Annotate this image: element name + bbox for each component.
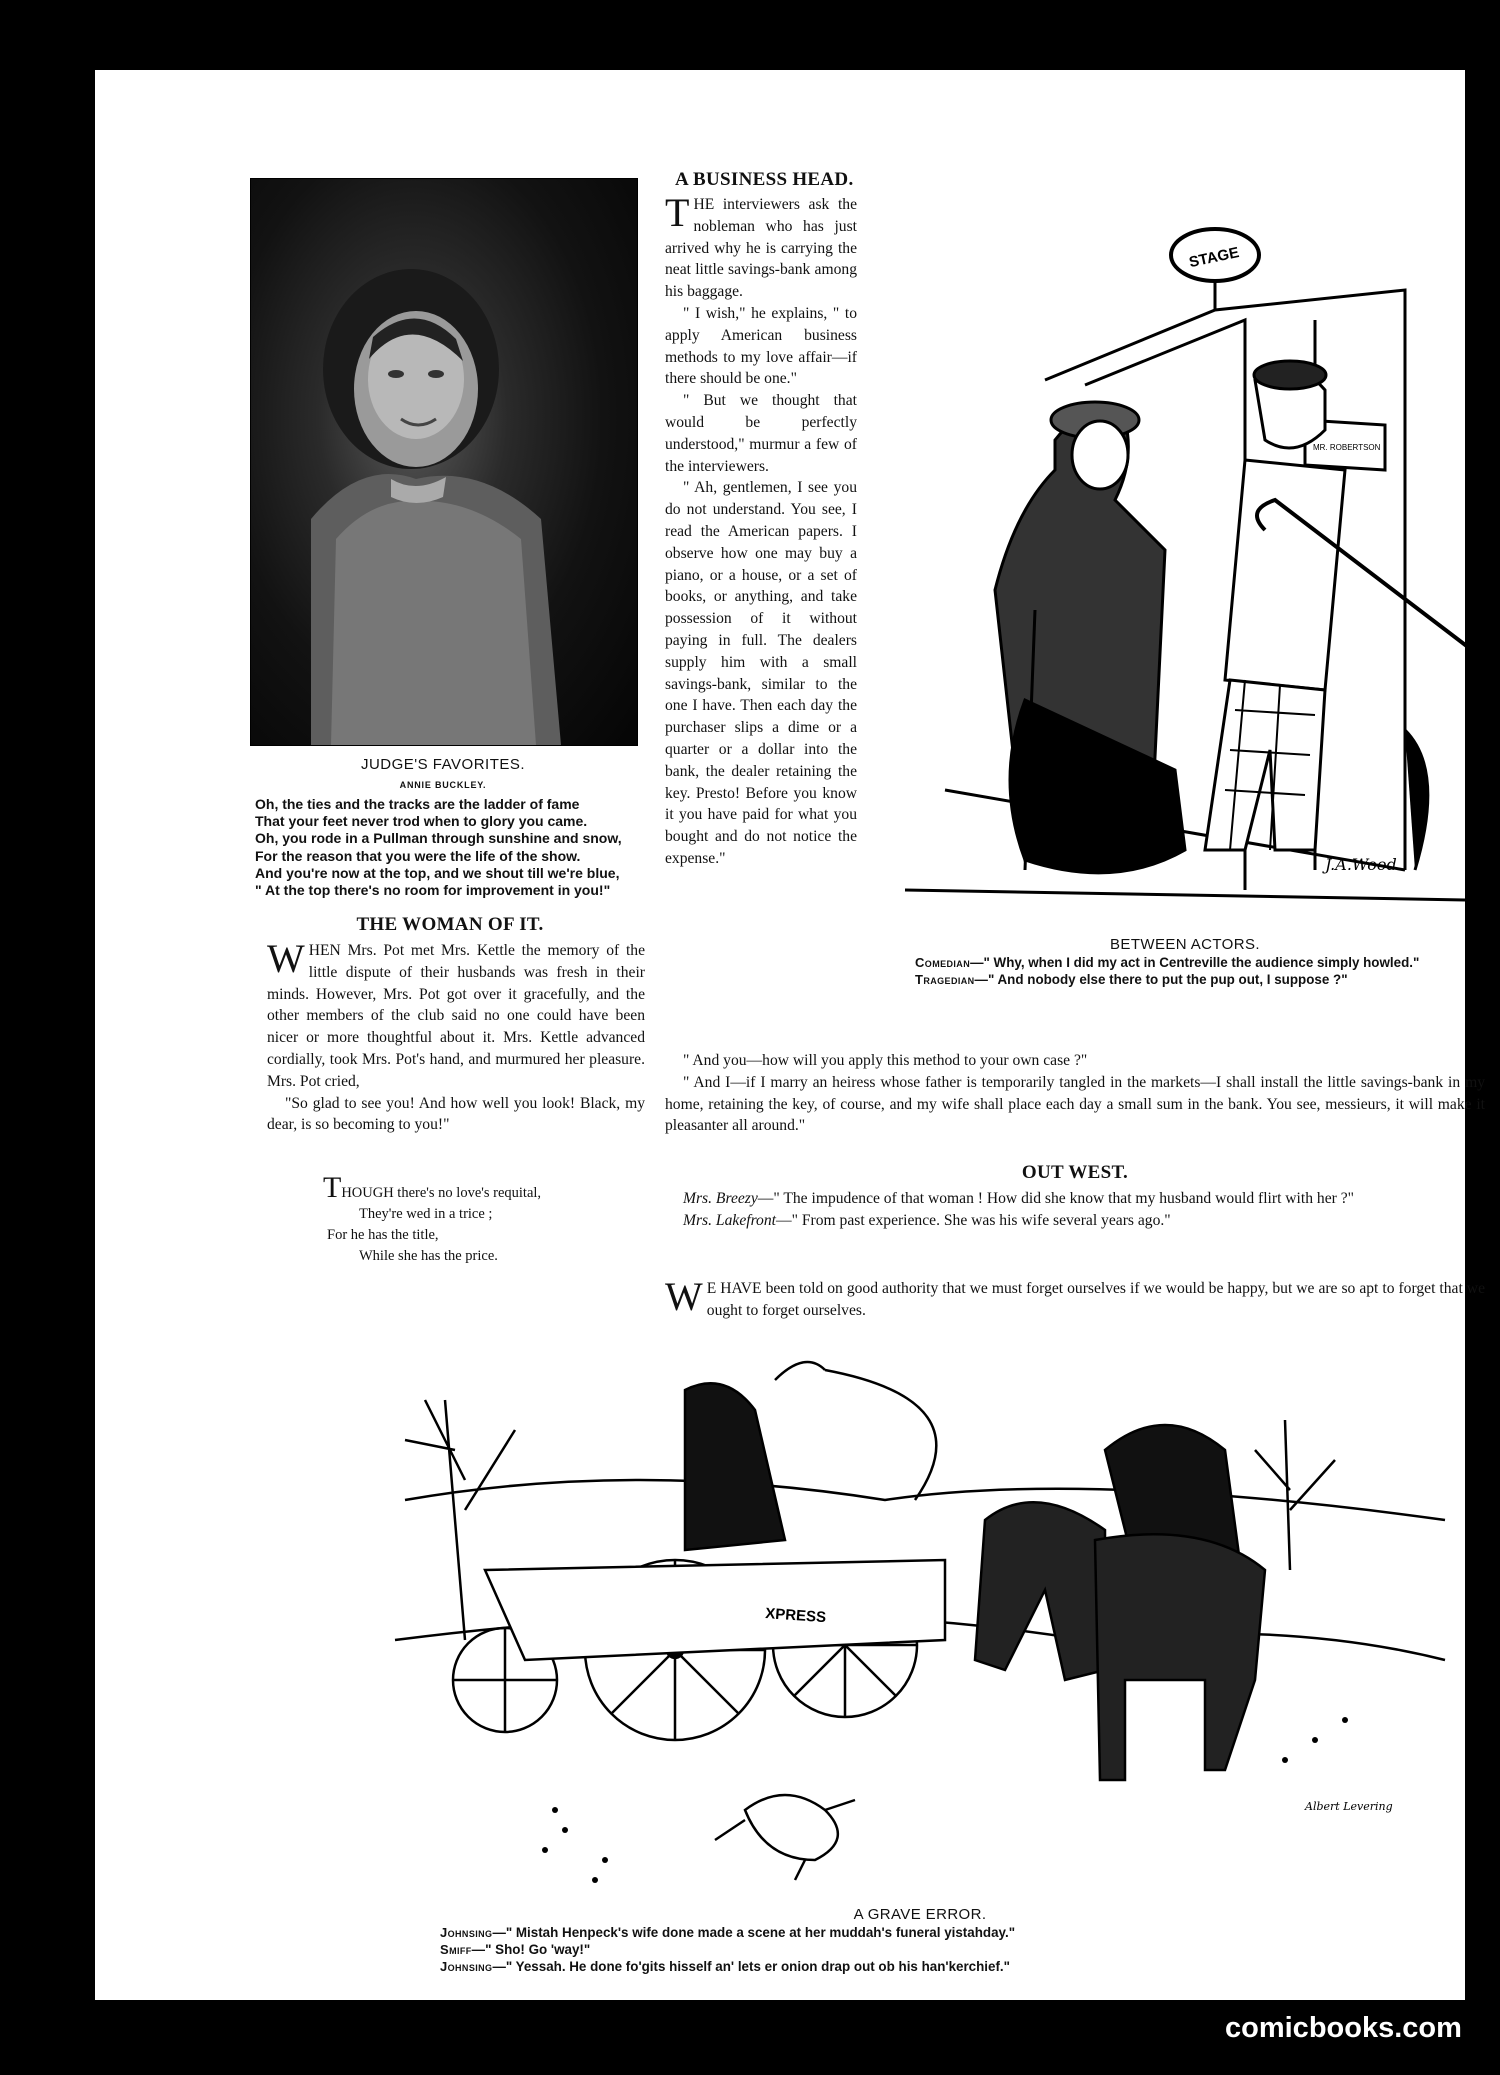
business-title: A BUSINESS HEAD. xyxy=(675,169,854,190)
speaker: Mrs. Lakefront xyxy=(683,1211,776,1229)
verse-line: For he has the title, xyxy=(327,1227,439,1243)
poem-line: Oh, you rode in a Pullman through sunshine and snow, xyxy=(255,830,622,847)
poster-text: MR. ROBERTSON xyxy=(1313,443,1381,452)
actors-title: BETWEEN ACTORS. xyxy=(1110,936,1260,953)
dialogue-line: —" Sho! Go 'way!" xyxy=(471,1942,591,1957)
poem-line: That your feet never trod when to glory you came. xyxy=(255,813,588,830)
grave-title: A GRAVE ERROR. xyxy=(853,1906,987,1923)
favorites-name: ANNIE BUCKLEY. xyxy=(399,780,487,790)
magazine-page xyxy=(95,70,1485,2000)
dialogue-line: —" From past experience. She was his wife several years ago." xyxy=(775,1211,1171,1229)
stage-sign: STAGE xyxy=(1187,244,1241,272)
poem-line: " At the top there's no room for improvement in you!" xyxy=(255,882,611,899)
wagon-lettering: XPRESS xyxy=(764,1605,827,1627)
business-paragraph: " Ah, gentlemen, I see you do not understand. You see, I read the American papers. I observe how one may buy a piano, or a house, or a set of books, or anything, and take possession of it without paying in full. The dealers supply him with a small savings-bank, similar to the one I have. Then each day the purchaser slips a dime or a quarter or a dollar into the bank, the dealer retaining the key. Presto! Before you know it you have paid for what you bought and do not notice the expense." xyxy=(665,479,857,867)
portrait-figure xyxy=(251,179,637,745)
cartoon-signature: J.A.Wood xyxy=(1325,855,1397,874)
verse xyxy=(323,1171,643,1267)
speaker: Smiff xyxy=(440,1942,472,1957)
business-continued xyxy=(665,1050,1485,1137)
verse-line: HOUGH there's no love's requital, xyxy=(341,1185,542,1201)
portrait-photo xyxy=(250,178,638,746)
drop-cap: W xyxy=(267,936,305,981)
speaker: Tragedian xyxy=(915,972,975,987)
poem-line: For the reason that you were the life of the show. xyxy=(255,847,581,864)
woman-paragraph: HEN Mrs. Pot met Mrs. Kettle the memory of the little dispute of their husbands was fresh in their minds. However, Mrs. Pot got over it gracefully, and the other members of the club said no one could have been nicer or more thoughtful about it. Mrs. Kettle advanced cordially, took Mrs. Pot's hand, and murmured her pleasure. Mrs. Pot cried, xyxy=(267,942,645,1090)
west-title: OUT WEST. xyxy=(1021,1162,1129,1183)
business-paragraph: HE interviewers ask the nobleman who has just arrived why he is carrying the neat little savings-bank among his baggage. xyxy=(665,196,857,301)
verse-line: While she has the price. xyxy=(359,1248,498,1264)
business-paragraph: " But we thought that would be perfectly understood," murmur a few of the interviewers. xyxy=(665,392,857,475)
business-paragraph: " I wish," he explains, " to apply American business methods to my love affair—if there should be one." xyxy=(665,304,857,388)
business-paragraph: " And I—if I marry an heiress whose father is temporarily tangled in the markets—I shall install the little savings-bank in my home, retaining the key, of course, and my wife shall place each day a small sum in the bank. You see, messieurs, it will make it pleasanter all around." xyxy=(665,1073,1485,1135)
grave-dialogue xyxy=(440,1924,1460,1975)
between-actors-illustration xyxy=(885,170,1485,930)
poem-line: And you're now at the top, and we shout till we're blue, xyxy=(255,864,620,881)
woman-paragraph: "So glad to see you! And how well you look! Black, my dear, is so becoming to you!" xyxy=(267,1094,645,1134)
drop-cap: T xyxy=(665,190,690,235)
woman-title: THE WOMAN OF IT. xyxy=(356,914,544,935)
verse-line: They're wed in a trice ; xyxy=(359,1206,493,1222)
speaker: Comedian xyxy=(915,955,971,970)
grave-error-illustration xyxy=(385,1340,1455,1900)
favorites-poem xyxy=(255,796,645,899)
dialogue-line: —" Why, when I did my act in Centreville the audience simply howled." xyxy=(970,955,1420,970)
business-paragraph: " And you—how will you apply this method to your own case ?" xyxy=(683,1052,1088,1069)
business-article xyxy=(665,190,857,870)
woman-article xyxy=(267,936,645,1136)
dialogue-line: —" And nobody else there to put the pup out, I suppose ?" xyxy=(974,972,1348,987)
site-watermark: comicbooks.com xyxy=(1225,2012,1462,2044)
cartoon-signature: Albert Levering xyxy=(1305,1800,1393,1813)
speaker: Johnsing xyxy=(440,1925,493,1940)
have-text: E HAVE been told on good authority that we must forget ourselves if we would be happy, but we are so apt to forget that we ought to forget ourselves. xyxy=(706,1280,1485,1319)
actors-dialogue xyxy=(885,954,1485,988)
speaker: Johnsing xyxy=(440,1959,493,1974)
west-article xyxy=(665,1188,1485,1232)
dialogue-line: —" The impudence of that woman ! How did she know that my husband would flirt with her ?" xyxy=(757,1190,1355,1207)
drop-cap: T xyxy=(323,1171,342,1204)
dialogue-line: —" Mistah Henpeck's wife done made a scene at her muddah's funeral yistahday." xyxy=(492,1925,1016,1940)
dialogue-line: —" Yessah. He done fo'gits hisself an' lets er onion drap out ob his han'kerchief." xyxy=(492,1959,1010,1974)
drop-cap: W xyxy=(665,1274,703,1319)
speaker: Mrs. Breezy xyxy=(683,1190,758,1207)
favorites-title: JUDGE'S FAVORITES. xyxy=(360,756,526,773)
poem-line: Oh, the ties and the tracks are the ladder of fame xyxy=(255,796,580,812)
have-article xyxy=(665,1274,1485,1322)
